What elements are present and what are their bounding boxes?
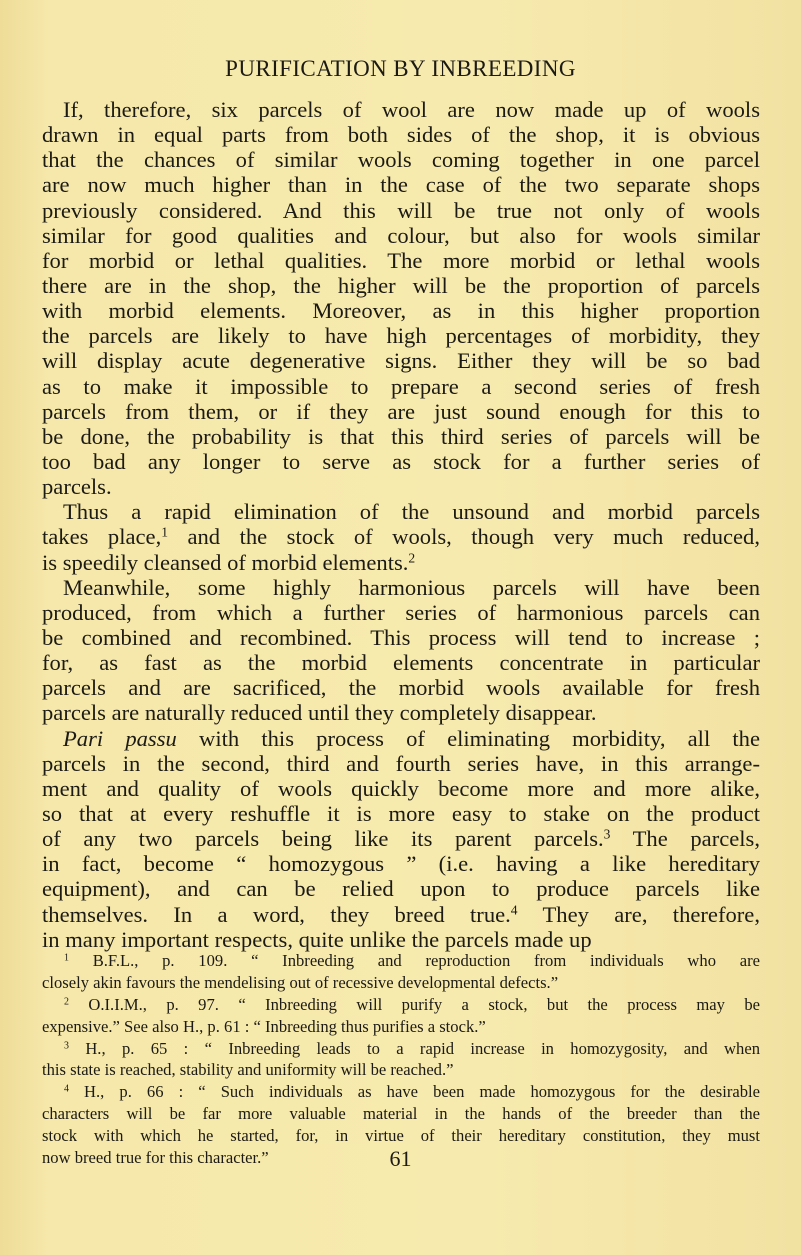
text-line bbox=[42, 700, 760, 725]
text-line bbox=[42, 625, 760, 650]
text-line bbox=[42, 927, 760, 952]
text-line bbox=[42, 248, 760, 273]
text-segment: produced, from which a further series of harmonious parcels can bbox=[42, 599, 760, 625]
text-segment: stock with which he started, for, in virtue of their hereditary constitution, they must bbox=[42, 1126, 760, 1146]
text-segment: will display acute degenerative signs. Either they will be so bad bbox=[42, 348, 760, 374]
text-line bbox=[42, 147, 760, 172]
text-segment: parcels and are sacrificed, the morbid wools available for fresh bbox=[42, 675, 760, 701]
text-line bbox=[42, 600, 760, 625]
text-line bbox=[42, 826, 760, 851]
text-segment: characters will be far more valuable material in the hands of the breeder than the bbox=[42, 1104, 760, 1124]
text-segment: too bad any longer to serve as stock for a further series of bbox=[42, 448, 760, 474]
text-segment: in many important respects, quite unlike the parcels made up bbox=[42, 926, 592, 952]
paragraph bbox=[42, 499, 760, 574]
text-segment: If, therefore, six parcels of wool are now made up of wools bbox=[63, 97, 760, 122]
text-line bbox=[42, 950, 760, 972]
footnotes bbox=[42, 950, 760, 1169]
text-segment: is speedily cleansed of morbid elements. bbox=[42, 549, 409, 575]
text-segment: The parcels, bbox=[610, 826, 760, 852]
text-line bbox=[42, 298, 760, 323]
text-line bbox=[42, 1038, 760, 1060]
text-line bbox=[42, 550, 760, 575]
text-segment: now breed true for this character.” bbox=[42, 1148, 269, 1168]
footnote-marker: 3 bbox=[603, 826, 611, 842]
running-header: PURIFICATION BY INBREEDING bbox=[225, 56, 576, 81]
text-line bbox=[42, 851, 760, 876]
text-line bbox=[42, 399, 760, 424]
text-segment: O.I.I.M., p. 97. “ Inbreeding will purify a stock, but the process may be bbox=[68, 994, 760, 1014]
text-segment: be done, the probability is that this third series of parcels will be bbox=[42, 423, 760, 449]
text-line bbox=[42, 499, 760, 524]
body-text bbox=[42, 97, 760, 952]
text-line bbox=[42, 1016, 760, 1038]
text-segment: and the stock of wools, though very much reduced, bbox=[168, 524, 760, 550]
text-line bbox=[42, 323, 760, 348]
text-segment: this state is reached, stability and uniformity will be reached.” bbox=[42, 1060, 454, 1080]
text-segment: previously considered. And this will be true not only of wools bbox=[42, 197, 760, 223]
text-line bbox=[42, 575, 760, 600]
text-line bbox=[42, 172, 760, 197]
text-segment: closely akin favours the mendelising out of recessive developmental defects.” bbox=[42, 972, 559, 992]
text-line bbox=[42, 675, 760, 700]
text-segment: parcels. bbox=[42, 474, 112, 500]
text-segment: for morbid or lethal qualities. The more morbid or lethal wools bbox=[42, 247, 760, 273]
text-segment: so that at every reshuffle it is more easy to stake on the product bbox=[42, 800, 760, 826]
text-segment: Thus a rapid elimination of the unsound and morbid parcels bbox=[63, 499, 760, 525]
text-line bbox=[42, 726, 760, 751]
footnote-marker: 4 bbox=[64, 1083, 69, 1095]
text-line bbox=[42, 801, 760, 826]
text-segment: parcels in the second, third and fourth series have, in this arrange- bbox=[42, 750, 760, 776]
text-line bbox=[42, 348, 760, 373]
text-segment: with morbid elements. Moreover, as in this higher proportion bbox=[42, 298, 760, 324]
text-line bbox=[42, 524, 760, 549]
footnote-marker: 1 bbox=[161, 524, 168, 540]
text-segment: for, as fast as the morbid elements concentrate in particular bbox=[42, 650, 760, 676]
text-segment: ment and quality of wools quickly become more and more alike, bbox=[42, 775, 760, 801]
text-line bbox=[42, 776, 760, 801]
text-segment: themselves. In a word, they breed true. bbox=[42, 901, 511, 927]
paragraph bbox=[42, 575, 760, 726]
text-segment: that the chances of similar wools coming together in one parcel bbox=[42, 147, 760, 173]
text-segment: parcels are naturally reduced until they completely disappear. bbox=[42, 700, 597, 726]
text-line bbox=[42, 424, 760, 449]
text-segment: takes place, bbox=[42, 524, 162, 550]
text-line bbox=[42, 650, 760, 675]
footnote-marker: 3 bbox=[64, 1040, 69, 1052]
text-segment: with this process of eliminating morbidity, all the bbox=[176, 725, 760, 751]
text-line bbox=[42, 122, 760, 147]
text-line bbox=[42, 972, 760, 994]
footnote bbox=[42, 950, 760, 994]
text-line bbox=[42, 474, 760, 499]
text-segment: parcels from them, or if they are just sound enough for this to bbox=[42, 398, 760, 424]
paragraph bbox=[42, 726, 760, 952]
text-line bbox=[42, 751, 760, 776]
footnote-marker: 1 bbox=[64, 952, 69, 964]
text-segment: are now much higher than in the case of the two separate shops bbox=[42, 172, 760, 198]
text-segment: They are, therefore, bbox=[517, 901, 760, 927]
text-line bbox=[42, 449, 760, 474]
footnote bbox=[42, 994, 760, 1038]
text-line bbox=[42, 876, 760, 901]
text-line bbox=[42, 1103, 760, 1125]
text-line bbox=[42, 374, 760, 399]
text-segment: as to make it impossible to prepare a second series of fresh bbox=[42, 373, 760, 399]
footnote-marker: 2 bbox=[64, 996, 69, 1008]
footnote-marker: 2 bbox=[408, 550, 416, 566]
text-segment: expensive.” See also H., p. 61 : “ Inbreeding thus purifies a stock.” bbox=[42, 1016, 486, 1036]
text-line bbox=[42, 902, 760, 927]
text-line bbox=[42, 223, 760, 248]
text-segment: equipment), and can be relied upon to produce parcels like bbox=[42, 876, 760, 902]
text-line bbox=[42, 198, 760, 223]
text-segment: be combined and recombined. This process will tend to increase ; bbox=[42, 624, 760, 650]
footnote-marker: 4 bbox=[510, 902, 518, 918]
text-line bbox=[42, 97, 760, 122]
text-segment: the parcels are likely to have high percentages of morbidity, they bbox=[42, 323, 760, 349]
text-line bbox=[42, 273, 760, 298]
text-line bbox=[42, 1081, 760, 1103]
page-number: 61 bbox=[389, 1146, 412, 1171]
text-segment: of any two parcels being like its parent parcels. bbox=[42, 826, 604, 852]
text-line bbox=[42, 1125, 760, 1147]
text-segment: B.F.L., p. 109. “ Inbreeding and reproduction from individuals who are bbox=[68, 951, 760, 970]
text-line bbox=[42, 1059, 760, 1081]
footnote bbox=[42, 1038, 760, 1082]
paragraph bbox=[42, 97, 760, 499]
text-segment: H., p. 65 : “ Inbreeding leads to a rapid increase in homozygosity, and when bbox=[68, 1038, 760, 1058]
text-segment: drawn in equal parts from both sides of the shop, it is obvious bbox=[42, 122, 760, 148]
text-segment: similar for good qualities and colour, but also for wools similar bbox=[42, 222, 760, 248]
text-segment: there are in the shop, the higher will be the proportion of parcels bbox=[42, 272, 760, 298]
text-segment: H., p. 66 : “ Such individuals as have been made homozygous for the desirable bbox=[68, 1082, 760, 1102]
italic-text: Pari passu bbox=[63, 725, 177, 751]
text-segment: Meanwhile, some highly harmonious parcels will have been bbox=[63, 574, 760, 600]
text-segment: in fact, become “ homozygous ” (i.e. having a like hereditary bbox=[42, 851, 760, 877]
text-line bbox=[42, 994, 760, 1016]
